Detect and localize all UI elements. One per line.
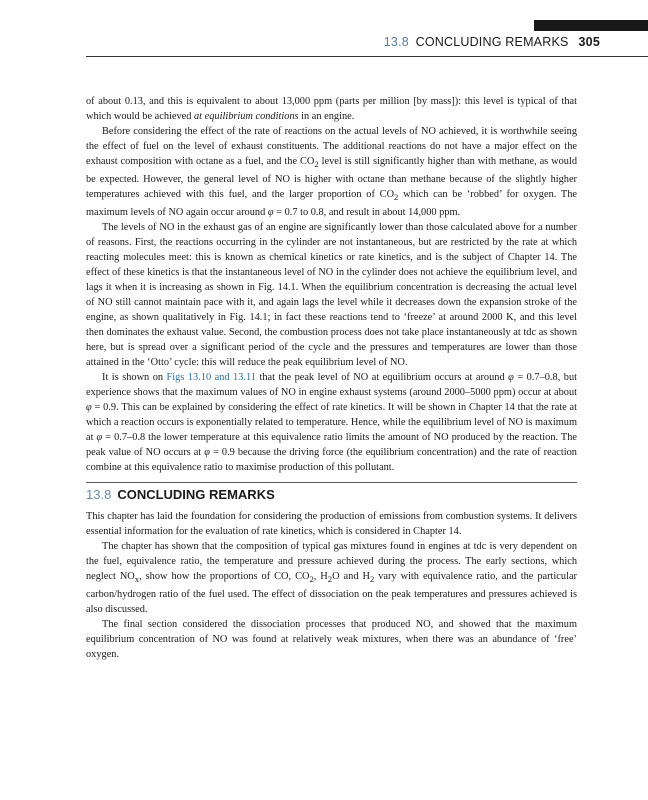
- figure-link[interactable]: Figs 13.10 and 13.11: [166, 372, 256, 384]
- running-header-section-number: 13.8: [383, 35, 409, 49]
- section-paragraph-2: The chapter has shown that the composition of typical gas mixtures found in engines at tdc is very dependent on the fuel, equivalence ratio, the temperature and pressure achieved during the process. The early sections, which neglect $NO_x$, show how the proportions of CO, $CO_2$, $H_2O$ and $H_2$ vary with equivalence ratio, and the particular carbon/hydrogen ratio of the fuel used. The effect of dissociation on the peak temperatures and pressures achieved is also discussed.: [86, 541, 577, 616]
- section-paragraph-1: This chapter has laid the foundation for considering the production of emissions from combustion systems. It delivers essential information for the evaluation of rate kinetics, which is considered in Chapter 14.: [86, 511, 577, 538]
- paragraph-4: It is shown on Figs 13.10 and 13.11 that the peak level of NO at equilibrium occurs at around φ = 0.7–0.8, but experience shows that the maximum values of NO in engine exhaust systems (around 2000–5000 ppm) occur at about φ = 0.9. This can be explained by considering the effect of rate kinetics. It will be shown in Chapter 14 that the rate at which a reaction occurs is exponentially related to temperature. Hence, while the equilibrium level of NO is maximum at φ = 0.7–0.8 the lower temperature at this equivalence ratio limits the amount of NO produced by the reaction. The peak value of NO occurs at φ = 0.9 because the driving force (the equilibrium concentration) and the rate of reaction combine at this equivalence ratio to maximise production of this pollutant.: [86, 372, 577, 474]
- running-header: [280, 35, 600, 49]
- running-header-title: CONCLUDING REMARKS: [415, 35, 569, 49]
- header-bar: [534, 20, 648, 31]
- header-rule: [86, 56, 648, 57]
- paragraph-1: of about 0.13, and this is equivalent to about 13,000 ppm (parts per million [by mass]): this level is typical of that which would be achieved at equilibrium conditions in an engine.: [86, 96, 577, 122]
- section-heading: [86, 487, 577, 503]
- paragraph-2: Before considering the effect of the rate of reactions on the actual levels of NO achieved, it is worthwhile seeing the effect of fuel on the level of exhaust constituents. The additional reactions do not have a major effect on the exhaust composition with octane as a fuel, and the $CO_2$ level is still significantly higher than with methane, as would be expected. However, the general level of NO is higher with octane than methane because of the slightly higher temperatures achieved with this fuel, and the larger proportion of $CO_2$ which can be ‘robbed’ for oxygen. The maximum levels of NO again occur around φ = 0.7 to 0.8, and result in about 14,000 ppm.: [86, 126, 578, 219]
- section-paragraph-3: The final section considered the dissociation processes that produced NO, and showed that the maximum equilibrium concentration of NO was found at relatively weak mixtures, when there was an abundance of ‘free’ oxygen.: [86, 619, 577, 661]
- section-title: CONCLUDING REMARKS: [117, 487, 275, 503]
- section-number: 13.8: [86, 487, 112, 503]
- page-body: [86, 94, 577, 662]
- paragraph-3: The levels of NO in the exhaust gas of an engine are significantly lower than those calculated above for a number of reasons. First, the reactions occurring in the cylinder are not instantaneous, but are restricted by the rate at which reacting molecules meet: this is known as chemical kinetics or rate kinetics, and is the subject of Chapter 14. The effect of these kinetics is that the instantaneous level of NO in the cylinder does not achieve the equilibrium level, and lags it when it is increasing as shown in Fig. 14.1. When the equilibrium concentration is decreasing the actual level of NO still cannot maintain pace with it, and again lags the level while it decreases down the expansion stroke of the engine, as shown qualitatively in Fig. 14.1; in fact these reactions tend to ‘freeze’ at around 2000 K, and this level then dominates the exhaust value. Second, the combustion process does not take place instantaneously at tdc as shown here, but is spread over a significant period of the cycle and the pressures and temperatures are lower than those attained in the ‘Otto’ cycle: this will reduce the peak equilibrium level of NO.: [86, 222, 577, 369]
- page-number: 305: [578, 35, 600, 49]
- section-rule: [86, 482, 577, 483]
